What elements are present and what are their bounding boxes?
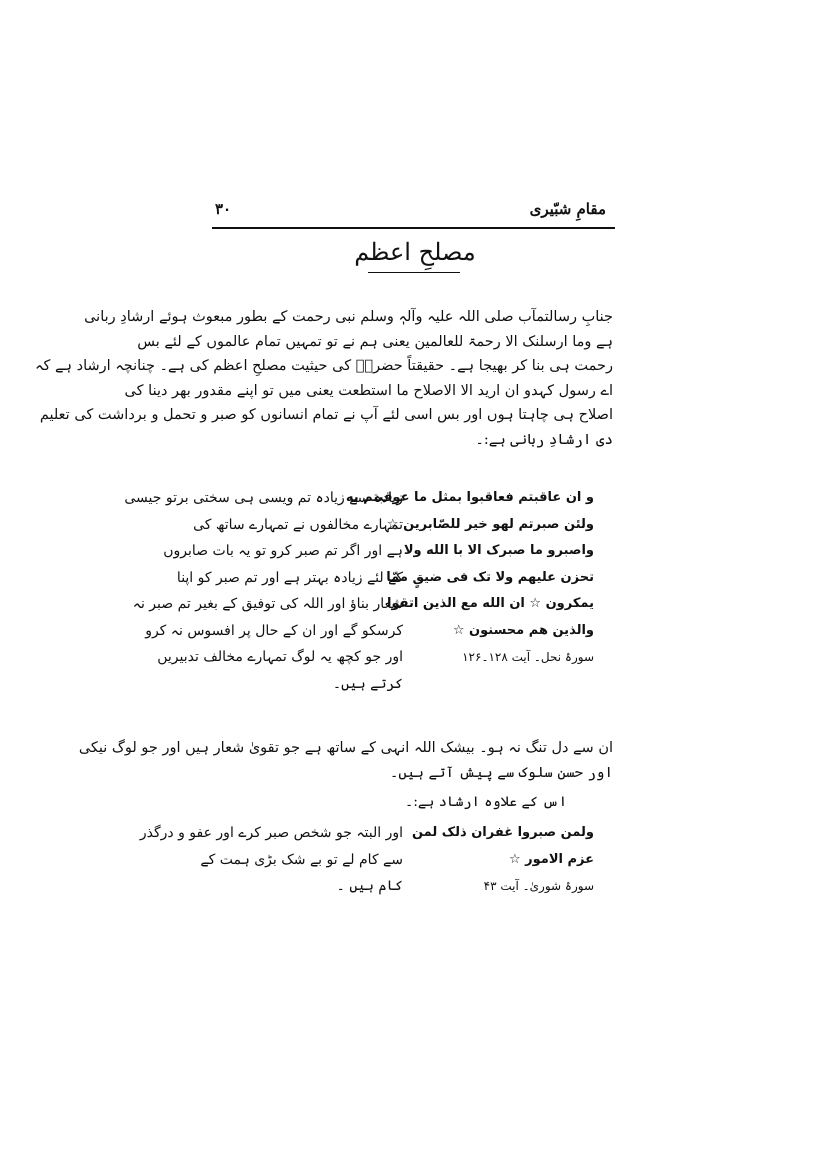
verse-line: ولمن صبروا غفران ذلک لمن (411, 825, 594, 840)
verse-line: واصبرو ما صبرک الا با الله ولا (403, 543, 594, 558)
section-heading: مصلحِ اعظم (354, 238, 476, 266)
translation-line: شعار بناؤ اور اللہ کی توفیق کے بغیر تم صبر نہ (132, 596, 403, 612)
translation-line: ہے اور اگر تم صبر کرو تو یہ بات صابروں (163, 543, 403, 559)
quran-verse-arabic (345, 485, 594, 671)
verse-line: يمکرون ☆ ان الله مع الذين اتقوا (387, 596, 594, 611)
text-line: جنابِ رسالتمآب صلی اللہ علیہ وآلہٖ وسلم نبی رحمت کے بطور مبعوث ہوئے ارشادِ ربانی (84, 309, 613, 325)
text-line: اے رسول کہدو ان ارید الا الاصلاح ما استطعت یعنی میں تو اپنے مقدور بھر دینا کی (124, 382, 613, 399)
quran-verse-arabic-2 (408, 820, 594, 900)
paragraph-intro (35, 305, 613, 452)
translation-line: تمہارے مخالفوں نے تمہارے ساتھ کی (193, 516, 403, 533)
verse-line: ولئن صبرتم لهو خير للصّابرين ☆ (386, 516, 594, 532)
paragraph-continuation (78, 736, 613, 785)
verse-line: عزم الامور ☆ (508, 851, 594, 867)
translation-line: کرسکو گے اور ان کے حال پر افسوس نہ کرو (145, 622, 403, 639)
text-line: اصلاح ہی چاہتا ہوں اور بس اسی لئے آپ نے تمام انسانوں کو صبر و تحمل و برداشت کی تعلیم (39, 407, 613, 423)
running-title: مقامِ شبّیری (529, 200, 606, 218)
header-rule (212, 227, 615, 229)
translation-line: سے کام لے تو بے شک بڑی ہمت کے (200, 851, 403, 868)
text-line: دی ارشادِ ربانی ہے:۔ (475, 431, 613, 448)
text-line: اور حسن سلوک سے پیش آتے ہیں۔ (389, 764, 613, 781)
translation-line: کرتے ہیں۔ (332, 675, 403, 692)
heading-underline (368, 272, 460, 273)
text-line: رحمت ہی بنا کر بھیجا ہے۔ حقیقتاً حضرتؐ کی حیثیت مصلحِ اعظم کی ہے۔ چنانچہ ارشاد ہے کہ (35, 358, 613, 374)
verse-reference: سورۂ نحل۔ آیت ۱۲۸۔۱۲۶ (462, 650, 594, 664)
verse-translation (124, 485, 403, 697)
verse-line: و ان عاقبتم فعاقبوا بمثل ما عوقبتم به (345, 490, 594, 505)
verse-reference: سورۂ شوریٰ۔ آیت ۴۳ (483, 879, 594, 893)
translation-line: کام ہیں ۔ (336, 878, 403, 894)
page-number: ۳۰ (215, 200, 232, 218)
translation-line: کے لئے زیادہ بہتر ہے اور تم صبر کو اپنا (176, 569, 403, 586)
translation-line: اور جو کچھ یہ لوگ تمہارے مخالف تدبیریں (157, 649, 403, 665)
verse-line: تحزن عليهم ولا تک فی ضيقٍ ممّا (386, 569, 594, 585)
verse-translation-2 (139, 820, 403, 900)
second-verse-intro: اس کے علاوہ ارشاد ہے:۔ (405, 794, 567, 810)
verse-line: والذين هم محسنون ☆ (452, 622, 594, 638)
text-line: ہے وما ارسلنک الا رحمۃ للعالمین یعنی ہم نے تو تمہیں تمام عالموں کے لئے بس (137, 333, 613, 350)
translation-line: اور البتہ جو شخص صبر کرے اور عفو و درگذر (139, 825, 403, 841)
text-line: ان سے دل تنگ نہ ہو۔ بیشک اللہ انہی کے ساتھ ہے جو تقویٰ شعار ہیں اور جو لوگ نیکی (78, 740, 613, 756)
translation-line: زیادہ سے زیادہ تم ویسی ہی سختی برتو جیسی (124, 490, 403, 506)
